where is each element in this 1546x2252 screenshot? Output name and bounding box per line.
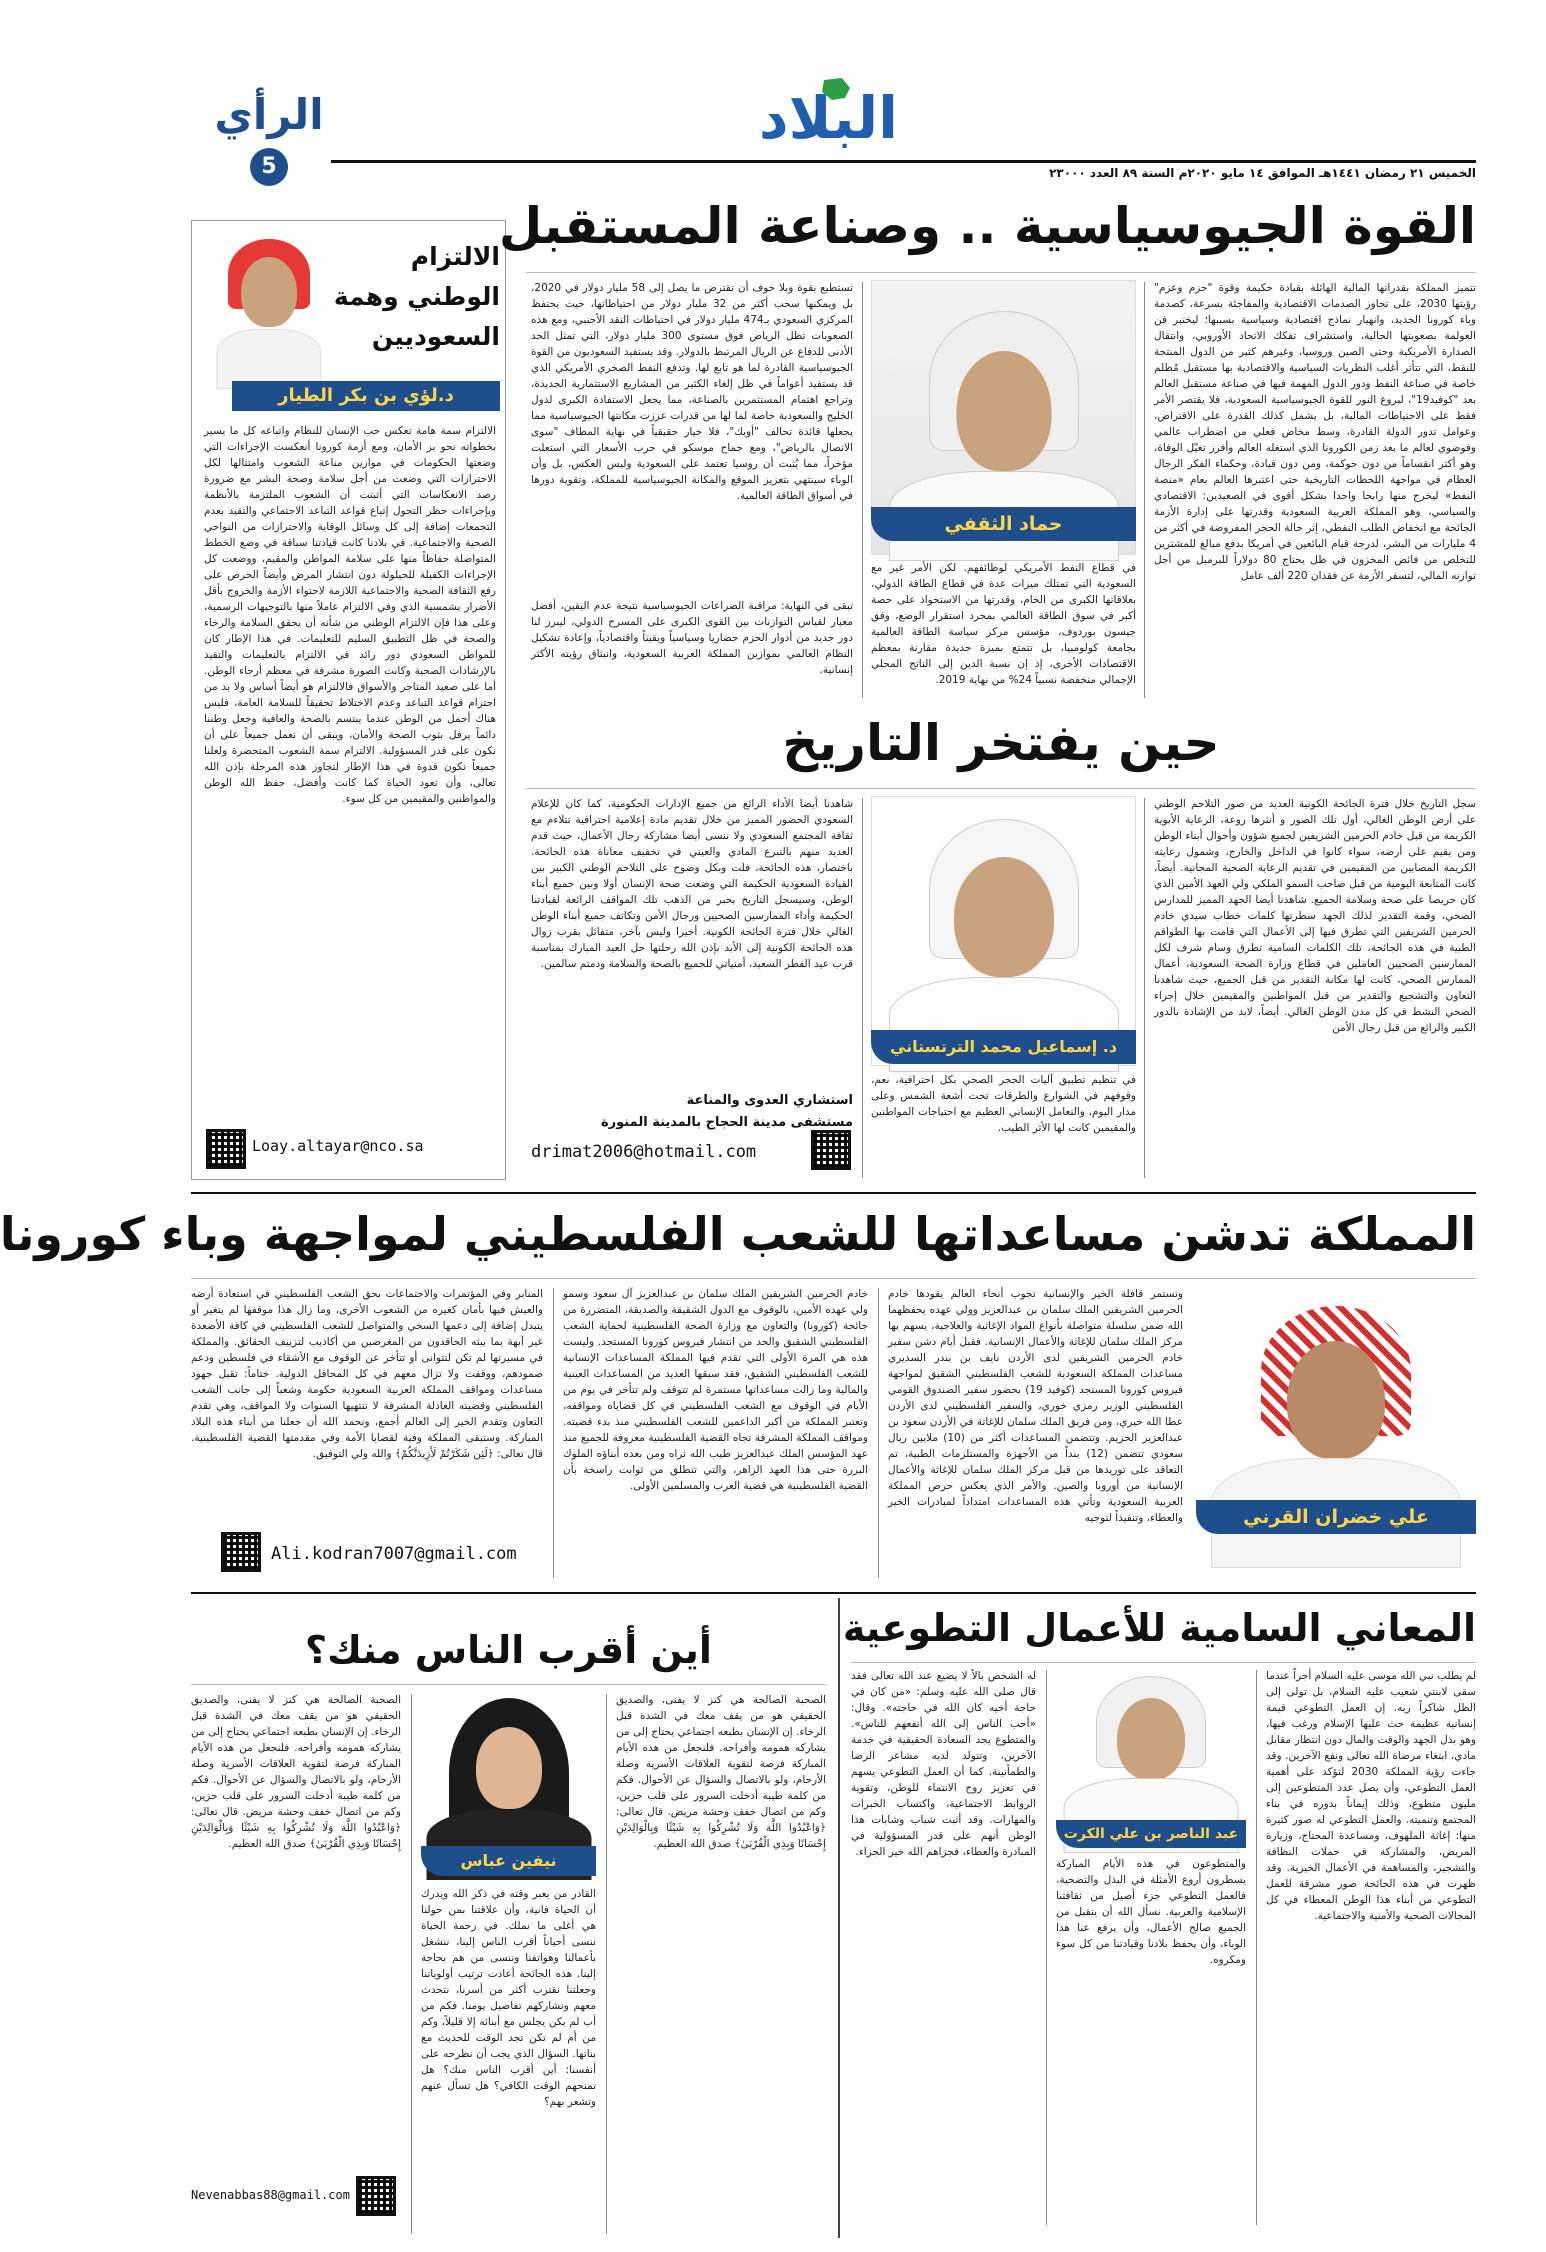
article2-author-org: مستشفى مدينة الحجاج بالمدينة المنورة <box>601 1115 853 1130</box>
sidebar-title-1: الالتزام <box>410 242 500 271</box>
sidebar-title-3: السعوديين <box>371 322 500 351</box>
sidebar-author-photo <box>214 229 324 384</box>
article2-author-photo <box>871 796 1136 1066</box>
article1-author-caption: حماد الثقفي <box>871 507 1136 541</box>
article1-col-sep-1 <box>1144 282 1145 698</box>
article2-col2: شاهدنا أيضا الأداء الرائع من جميع الإدارات الحكومية، كما كان للإعلام السعودي الحضور المميز من خلال تقديم مادة إعلامية احترافية تتلاءم مع ثقافة المجتمع السعودي ولا ننسى أيضا مشاركة رجال الأعمال، حيث قدم العديد منهم بالتبرع المادي والعيني في تخفيف معاناة هذه الجائحة. باختصار، هذه الجائحة، فلت وبكل وضوح على التلاحم الوطني الكبير بين القيادة السعودية الحكيمة التي وضعت صحة الإنسان أولا وبين جميع أبناء الوطن، وسيسجل التاريخ بحبر من الذهب تلك المواقف الرائعة لقيادتنا الحكيمة وأداء الممارسين الصحيين ورجال الأمن وتكاتف جميع أبناء الوطن الغالي خلال فترة الجائحة الكونية. أخيرا وليس بآخر، متفائل بقرب زوال هذه الجائحة الكونية إلى الأبد بإذن الله رحلتها حل العيد المبارك بمناسبة قرب عيد الفطر السعيد، أمنياتي للجميع بالصحة والسلامة ودمتم سالمين. <box>531 798 853 970</box>
article2-divider <box>526 788 1476 789</box>
logo-text: البلاد <box>758 84 899 152</box>
article2-author-caption: د. إسماعيل محمد الترتستاني <box>871 1030 1136 1064</box>
newspaper-logo <box>746 74 911 154</box>
article3-email[interactable]: Ali.kodran7007@gmail.com <box>271 1544 517 1564</box>
article3-col1: وتستمر قافلة الخير والإنسانية تجوب أنحاء العالم يقودها خادم الحرمين الشريفين الملك سلمان بن عبدالعزيز وولي عهده يحفظهما الله ضمن سلسلة متواصلة بأنواع المواد الإغاثية والعلاجية، يسهم بها مركز الملك سلمان للإغاثة والأعمال الإنسانية. فقبل أيام دشن سفير خادم الحرمين الشريفين لدى الأردن نايف بن بندر السديري مساعدات المملكة السعودية للشعب الفلسطيني الشقيق لمواجهة فيروس كورونا المستجد (كوفيد 19) بحضور سفير الصندوق القومي الفلسطيني الوزير رمزي خوري، والسفير الفلسطيني لدى الأردن عطا الله خيري، ومن فريق الملك سلمان للإغاثة في الأردن سعود بن عبدالعزيز الحزيم. وتتضمن المساعدات أكثر من (10) ملايين ريال سعودي تتضمن (12) بنداً من الأجهزة والمستلزمات الطبية، تم التعاقد على توريدها من قبل مركز الملك سلمان للإغاثة والأعمال الإنسانية من أوروبا والصين. والأمر الذي يعكس حرص المملكة العربية السعودية وتأتي هذه المساعدات امتداداً لمبادرات الخير والعطاء، وتنفيذاً لتوجيه <box>888 1288 1184 1524</box>
sidebar-title-2: الوطني وهمة <box>333 282 500 311</box>
page-number-badge <box>250 148 288 186</box>
section-label: الرأي <box>214 90 324 139</box>
article5-email[interactable]: Nevenabbas88@gmail.com <box>191 2188 350 2202</box>
article5-col1: القادر من يعبر وقته في ذكر الله ويدرك أن الحياة فانية، وأن علاقتنا بمن حولنا هي أغلى ما نملك. في زحمة الحياة ننسى أحياناً أقرب الناس إلينا، ننشغل بأعمالنا وهواتفنا وننسى من هم بحاجة إلينا. هذه الجائحة أعادت ترتيب أولوياتنا وجعلتنا نقترب أكثر من أسرنا، نتحدث معهم ونشاركهم تفاصيل يومنا. فكم من أب لم يكن يجلس مع أبنائه إلا قليلاً، وكم من أم لم تكن تجد الوقت للحديث مع بناتها. السؤال الذي يجب أن نطرحه على أنفسنا: أين أقرب الناس منك؟ هل تمنحهم الوقت الكافي؟ هل تسأل عنهم وتشعر بهم؟ <box>421 1888 596 2108</box>
article3-qr-code <box>221 1532 261 1572</box>
article5-divider <box>191 1684 826 1685</box>
masthead <box>126 0 1546 185</box>
article1-col2: تستطيع بقوة وبلا خوف أن تقترض ما يصل إلى 58 مليار دولار في 2020، بل ويمكنها سحب أكثر من 32 مليار دولار من احتياطاتها، حيث يحتفظ المركزي السعودي بـ474 مليار دولار في احتياطات النقد الأجنبي، ومع هذه الصعوبات تظل الرياض فوق مستوى 300 مليار دولار، التي تمثل الحد الأدنى للدفاع عن الريال المرتبط بالدولار. وقد يستفيد السعوديون من القوة الجيوسياسية القادرة لما هو تابع لها. وتدفع النفط الصخري الأمريكي الذي قد يستفيد أعواماً في ظل إلغاء الكثير من المشاريع الاستثمارية الجديدة، وتراجع اهتمام المستثمرين بالصناعة، مما يجعل الاستفادة الكبرى لدول الخليج والسعودية خاصة لما لها من قدرات عززت مكانتها الجيوسياسية مما يجعلها قائدة تحالف "أوبك"، فلا خيار حقيقياً في نهاية المطاف "سوى الاتصال بالرياض"، ومع جماح موسكو في حرب الأسعار التي استعلت مؤخراً، مما يُثبت أن روسيا تعتمد على السعودية وليس العكس، بل وأن الوباء سينتهي بتعزيز الموقع والمكانة الجيوسياسية للمملكة، وتقوية دورها في أسواق الطاقة العالمية. <box>531 282 853 502</box>
article4-col-sep-2 <box>1046 1670 1047 2225</box>
sidebar-column <box>191 220 506 1180</box>
article1-col3: في قطاع النفط الأمريكي لوظائفهم. لكن الأمر غير مع السعودية التي تمتلك ميزات عدة في قطاع الطاقة الدولي، بعلاقاتها الكبرى من الخام، وقدرتها من الاستحواذ على حصة أكبر في سوق الطاقة العالمي بمجرد استقرار الوضع، وفق جيسون بوردوف، مؤسس مركز سياسة الطاقة العالمية بجامعة كولومبيا، بل تتمتع بميزة جديدة مقارنة بمعظم الاقتصادات الأخرى، إذ إن نسبة الدين إلى الناتج المحلي الإجمالي منخفضة نسبياً 24% من نهاية 2019. <box>871 562 1136 686</box>
article5-col1-cont <box>191 1692 401 2172</box>
article2-col3: في تنظيم تطبيق آليات الحجر الصحي بكل احترافية، نعم، وقوفهم في الشوارع والطرقات تحت أشعة الشمس وعلى مدار اليوم، والتعامل الإنساني العظيم مع احتياجات المواطنين والمقيمين كانت لها الأثر الطيب. <box>871 1074 1136 1134</box>
article5-qr-code <box>356 2176 396 2216</box>
dateline: الخميس ٢١ رمضان ١٤٤١هـ الموافق ١٤ مايو ٢٠٢٠م السنة ٨٩ العدد ٢٣٠٠٠ <box>1049 166 1476 180</box>
article2-email[interactable]: drimat2006@hotmail.com <box>531 1142 757 1162</box>
article5-author-caption: نيفين عباس <box>421 1846 596 1876</box>
article4-divider <box>851 1662 1476 1663</box>
article2-title: حين يفتخر التاريخ <box>782 714 1220 772</box>
article2-col-sep-2 <box>862 798 863 1178</box>
article4-col-sep-1 <box>1256 1670 1257 2225</box>
article2-col1: سجل التاريخ خلال فترة الجائحة الكونية العديد من صور التلاحم الوطني على أرض الوطن الغالي، أول تلك الصور و أنثرها روعة، الرعاية الأبوية الكريمة من قبل خادم الحرمين الشريفين لجميع شؤون وأحوال أبناء الوطن ومن يقيم على أرضه، سواء كانوا في الداخل والخارج، وشمول رعايته الكريمة المصابين من المقيمين في تقديم الرعاية الصحية المجانية. أيضاً، كانت المتابعة اليومية من قبل صاحب السمو الملكي ولي العهد الأمين الذي كان حريصا على صحة وسلامة الجميع. شاهدنا أيضا الجهد المميز للمدارس الصحي، وقمة التقدير لذلك الجهد سطرتها كلمات خطاب سيدي خادم الحرمين الشريفين التي تطرق فيها إلى الأعمال التي قامت بها الطواقم الطبية في هذه الجائحة، تلك الكلمات السامية تطرق وسام شرف لكل الممارسين الصحيين العاملين في قطاع وزارة الصحة السعودية، أعمال الممارس الصحي، كانت لها مكانة التقدير من قبل الجميع، حيث شاهدنا التعاون والتشجيع والتقدير من قبل المواطنين والمقيمين خلال إجراء الصحي النشط في كل مدن الوطن الغالي. أيضاً، لابد من الإشادة بالدور الكبير والرائع من قبل رجال الأمن <box>1154 798 1476 1034</box>
article4-title: المعاني السامية للأعمال التطوعية <box>842 1606 1476 1650</box>
article5-col1-cont-text: الصحبة الصالحة هي كنز لا يفنى، والصديق الحقيقي هو من يقف معك في الشدة قبل الرخاء. إن الإنسان بطبعه اجتماعي يحتاج إلى من يشاركه همومه وأفراحه. فلنجعل من هذه الأيام المباركة فرصة لتقوية العلاقات الأسرية وصلة الأرحام، ولو بالاتصال والسؤال عن الأحوال. فكم من كلمة طيبة أدخلت السرور على قلب حزين، وكم من اتصال خفف وحشة مريض. قال تعالى: ﴿وَاعْبُدُوا اللَّهَ وَلَا تُشْرِكُوا بِهِ شَيْئًا وَبِالْوَالِدَيْنِ إِحْسَانًا وَبِذِي الْقُرْبَىٰ﴾ صدق الله العظيم. <box>191 1694 401 1850</box>
sidebar-author-caption: د.لؤي بن بكر الطيار <box>232 381 500 411</box>
sidebar-email[interactable]: Loay.altayar@nco.sa <box>252 1137 424 1155</box>
section-rule-1 <box>191 1192 1476 1194</box>
article4-col2: له الشخص بالاً لا يضيع عند الله تعالى فقد قال صلى الله عليه وسلم: «من كان في حاجة أخيه كان الله في حاجته». وقال: «أحب الناس إلى الله أنفعهم للناس». والمتطوع يجد السعادة الحقيقية في خدمة الآخرين، وتتولد لديه مشاعر الرضا والطمأنينة. كما أن العمل التطوعي يسهم في تعزيز روح الانتماء للوطن، وتقوية الروابط الاجتماعية، واكتساب الخبرات والمهارات. وقد أثبت شباب وشابات هذا الوطن أنهم على قدر المسؤولية في المبادرة والعطاء، فجزاهم الله خير الجزاء. <box>851 1670 1036 1858</box>
article4-author-caption: عبد الناصر بن علي الكرت <box>1056 1820 1246 1848</box>
sidebar-body: الالتزام سمة هامة تعكس حب الإنسان للنظام واتباعه كل ما يسير بخطواته نحو بر الأمان، ومع أزمة كورونا أنعكست الإجراءات التي وضعتها الحكومات في موازين مناعة الشعوب وامتثالها لكل الاحترازات التي وضعت من أجل سلامة وصحة البشر مع ضرورة رصد الانعكاسات التي أثبتت أن الشعوب الملتزمة بالأنظمة وبإجراءات حظر التجول إتباع قواعد التباعد الاجتماعي والتقيد بعدم التجمعات إضافة إلى كل وسائل الوقاية والاحترازات من النواحي الصحية والاجتماعية. في بلادنا كانت قيادتنا سباقة في وضع الخطط المتواصلة حفاظاً منها على سلامة المواطن والمقيم، ووضعت كل الإجراءات الكفيلة للحيلولة دون انتشار المرض وأيضاً الحرص على رفع الثقافة الصحية والاجتماعية اللازمة لاحتواء الأزمة والخروج بأقل الأضرار بشمسية الذي وفي الالتزام عاملاً منها بالتوجيهات الرسمية، وعلى هذا فإن الالتزام الوطني من شأنه أن يحقق السلامة والرخاء والصحة في ظل التطبيق السليم للتعليمات. في هذا الإطار كان للمواطن السعودي دور رائد في الالتزام بالتعليمات والتقيد بالإرشادات الصحية وكانت الصورة مشرفة في معظم أرجاء الوطن. أما على صعيد المتاجر والأسواق فالالتزام هو أيضاً أساس ولا بد من احترام قواعد التباعد وعدم الاختلاط تحقيقاً للسلامة العامة، فليس هناك أجمل من الوطن عندما يبتسم بالصحة والعافية وجعل وطننا دائماً يرفل بثوب الصحة والأمان، ويبقى أن نعمل جميعاً على أن نكون على قدر المسؤولية. الالتزام سمة الشعوب المتحضرة ولعلنا جميعاً نكون قدوة في هذا الإطار لتجاوز هذه المرحلة بإذن الله تعالى، وأن تعود الحياة كما كانت وأفضل، حفظ الله الوطن والمواطنين والمقيمين من كل سوء. <box>204 425 496 805</box>
article1-col1: تتميز المملكة بقدراتها المالية الهائلة بقيادة حكيمة وقوة "حزم وعزم" رؤيتها 2030، على تجاوز الصدمات الاقتصادية والمفاجئة بسرعة، كصدمة وباء كورونا الجديد، وانهيار نماذج اقتصادية وسياسية بسببها؛ ليختبر فن العولمة بصعوبتها الحالية، واستشراف تفكك الاتحاد الأوروبي، وانتقال الصدارة الأمريكية وحتى الصين وروسيا، وغيرهم كثير من الدول المنتجة للنفط، التي تتأثر أغلب النظريات السياسية والاقتصادية بها مستقبل مُظلم خاصة في صناعة النفط ودور الدول المهمة فيها في صناعة مستقبل العالم بعد "كوفيد19"، لبروغ النور للقوة الجيوسياسية السعودية، فلا يقتصر الأمر فقط على الاحتياطات المالية، بل يشمل كذلك القدرة على الاقتراض، وعوامل تدور الدولة القادرة، وسط مخاض فعلي من اضطراب عالمي وفوضوي لعالم ما بعد زمن الكورونا الذي استغله العالم وأفرز تغيّل الوفاة، وهو أكثر انقساماً من دون حوكمة، ومن دون قيادة، وحكماء الفكر الرجال العظام في مواجهة اللحظات التاريخية حتى اعتبرها العالم بعام «منصة النفط» ليخرج منها رابحا واحدا بشكل أقوى في الصعيدين: الاقتصادي والسياسي، وهو المملكة العربية السعودية وقدرتها على إدارة الأزمة الجائحة مع انخفاض الطلب النفطي، إثر حالة الحجر المفروضة في أكثر من 4 مليارات من البشر، لدرجة قيام البائعين في أمريكا بدفع مبالغ للمشترين للتخلص من فائض المخزون في ظل يحتاج 80 دولاراً للبرميل من أجل توازنه المالي، لتسفر الأزمة عن فقدان 220 ألف عامل <box>1154 282 1477 582</box>
article3-col2: خادم الحرمين الشريفين الملك سلمان بن عبدالعزيز آل سعود وسمو ولي عهده الأمين، بالوقوف مع الدول الشقيقة والصديقة، المتضررة من جائحة (كورونا) والتعاون مع وزارة الصحة الفلسطينية لحماية الشعب الفلسطيني الشقيق والحد من انتشار فيروس كورونا المستجد. وليست هذه هي المرة الأولى التي تقدم فيها المملكة المساعدات الإنسانية للشعب الفلسطيني الشقيق، فقد سبقها العديد من المساعدات العينية والمالية وما زالت مساعداتها مستمرة لم تتوقف ولم تتأخر في يوم من الأيام في الوقوف مع الشعب الفلسطيني في كل قضاياه ومواقفه، وتعتبر المملكة من أكبر الداعمين للشعب الفلسطيني منذ بدء قضيته. ومواقف المملكة المشرفة تجاه القضية الفلسطينية معروفة للجميع منذ عهد المؤسس الملك عبدالعزيز طيب الله ثراه ومن بعده أبناؤه الملوك البررة حتى هذا العهد الزاهر، والتي تنطلق من ثوابت راسخة بأن القضية الفلسطينية هي قضية العرب والمسلمين الأولى. <box>563 1288 868 1492</box>
article4-5-separator <box>838 1598 840 2238</box>
sidebar-qr-code <box>206 1129 246 1169</box>
article1-title: القوة الجيوسياسية .. وصناعة المستقبل <box>498 197 1476 255</box>
article2-col-sep-1 <box>1144 798 1145 1178</box>
article3-col3: المنابر وفي المؤتمرات والاجتماعات بحق الشعب الفلسطيني في استعادة أرضه والعيش فيها بأمان كغيره من الشعوب الأخرى، وما زال هذا موقفها لم يتغير أو يتبدل إضافة إلى دعمها السخي والمتواصل للشعب الفلسطيني في كافة الأصعدة غير آبهة بما يبثه الحاقدون من المغرضين من أكاذيب لتزييف الحقائق. والمملكة في مسيرتها لم تكن لتتوانى أو تتأخر عن الوقوف مع الأشقاء في فلسطين ودعم صمودهم، ووقفت ولا تزال معهم في كل المحافل الدولية. ختاماً: تقبل جهود مساعدات ومواقف المملكة العربية السعودية حكومة وشعباً إلى جانب الشعب الفلسطيني وقضيته العادلة المشرفة لا تنتهيها السنوات ولا المواقف، وهي تقدم التعاون وتقدم الخير إلى العالم أجمع، ونحمد الله أن جعلنا من أبناء هذه البلاد المباركة. وستبقى المملكة وفية لقضايا الأمة وفي مقدمتها القضية الفلسطينية. قال تعالى: ﴿لَئِن شَكَرْتُمْ لَأَزِيدَنَّكُمْ﴾ والله ولي التوفيق. <box>191 1288 543 1460</box>
article1-divider <box>526 272 1476 273</box>
article5-col-sep-1 <box>606 1694 607 2234</box>
article1-col-sep-2 <box>862 282 863 698</box>
section-rule-2 <box>191 1592 1476 1594</box>
article2-author-role: استشاري العدوى والمناعة <box>686 1093 853 1108</box>
article4-col3: والمتطوعون في هذه الأيام المباركة يسطرون أروع الأمثلة في البذل والتضحية، فالعمل التطوعي جزء أصيل من ثقافتنا الإسلامية والعربية. نسأل الله أن يتقبل من الجميع صالح الأعمال، وأن يرفع عنا هذا الوباء، وأن يحفظ بلادنا وقيادتنا من كل سوء ومكروه. <box>1056 1858 1246 1966</box>
masthead-rule <box>331 160 1476 163</box>
article5-col2: الصحبة الصالحة هي كنز لا يفنى، والصديق الحقيقي هو من يقف معك في الشدة قبل الرخاء. إن الإنسان بطبعه اجتماعي يحتاج إلى من يشاركه همومه وأفراحه. فلنجعل من هذه الأيام المباركة فرصة لتقوية العلاقات الأسرية وصلة الأرحام، ولو بالاتصال والسؤال عن الأحوال. فكم من كلمة طيبة أدخلت السرور على قلب حزين، وكم من اتصال خفف وحشة مريض. قال تعالى: ﴿وَاعْبُدُوا اللَّهَ وَلَا تُشْرِكُوا بِهِ شَيْئًا وَبِالْوَالِدَيْنِ إِحْسَانًا وَبِذِي الْقُرْبَىٰ﴾ صدق الله العظيم. <box>616 1694 826 1850</box>
article3-col-sep-2 <box>553 1288 554 1578</box>
page-number: 5 <box>261 154 277 179</box>
article2-qr-code <box>811 1130 851 1170</box>
article3-divider <box>191 1278 1476 1279</box>
article5-col-sep-2 <box>411 1694 412 2234</box>
article4-col1: لم يطلب نبي الله موسى عليه السلام أجراً عندما سقى لابنتي شعيب عليه السلام، بل تولى إلى الظل شاكراً ربه. إن العمل التطوعي قيمة إنسانية عظيمة حث عليها الإسلام ورغب فيها، وهو بذل الجهد والوقت والمال دون انتظار مقابل مادي، ابتغاء مرضاة الله تعالى ونفع الآخرين. وقد جاءت رؤية المملكة 2030 لتؤكد على أهمية العمل التطوعي، وأن يصل عدد المتطوعين إلى مليون متطوع، وذلك إيماناً بدوره في بناء المجتمع وتنميته. والعمل التطوعي له صور كثيرة منها: إغاثة الملهوف، ومساعدة المحتاج، وزيارة المريض، والمشاركة في حملات النظافة والتشجير، والمساهمة في الأعمال الخيرية. وقد ظهرت في هذه الجائحة صور مشرقة للعمل التطوعي من أبناء هذا الوطن المعطاء في كل المجالات الصحية والأمنية والاجتماعية. <box>1266 1670 1476 1922</box>
article5-title: أين أقرب الناس منك؟ <box>305 1628 712 1672</box>
article3-title: المملكة تدشن مساعداتها للشعب الفلسطيني لمواجهة وباء كورونا <box>0 1207 1476 1261</box>
article1-col2b: تبقى في النهاية: مراقبة الصراعات الجيوسياسية نتيجة عدم اليقين، أفضل معيار لقياس التوازنات بين القوى الكبرى على المسرح الدولي، ليبرز لنا دور جديد من أدوار الحزم حضاريا وسياسياً ويقيناً واقتصادياً، وإعادة تشكيل النظام العالمي بموازين المملكة العربية السعودية، وانبثاق رؤيته الأكثر إنسانية. <box>531 600 853 676</box>
article3-col-sep-1 <box>878 1288 879 1578</box>
article3-author-caption: علي خضران القرني <box>1196 1500 1476 1534</box>
